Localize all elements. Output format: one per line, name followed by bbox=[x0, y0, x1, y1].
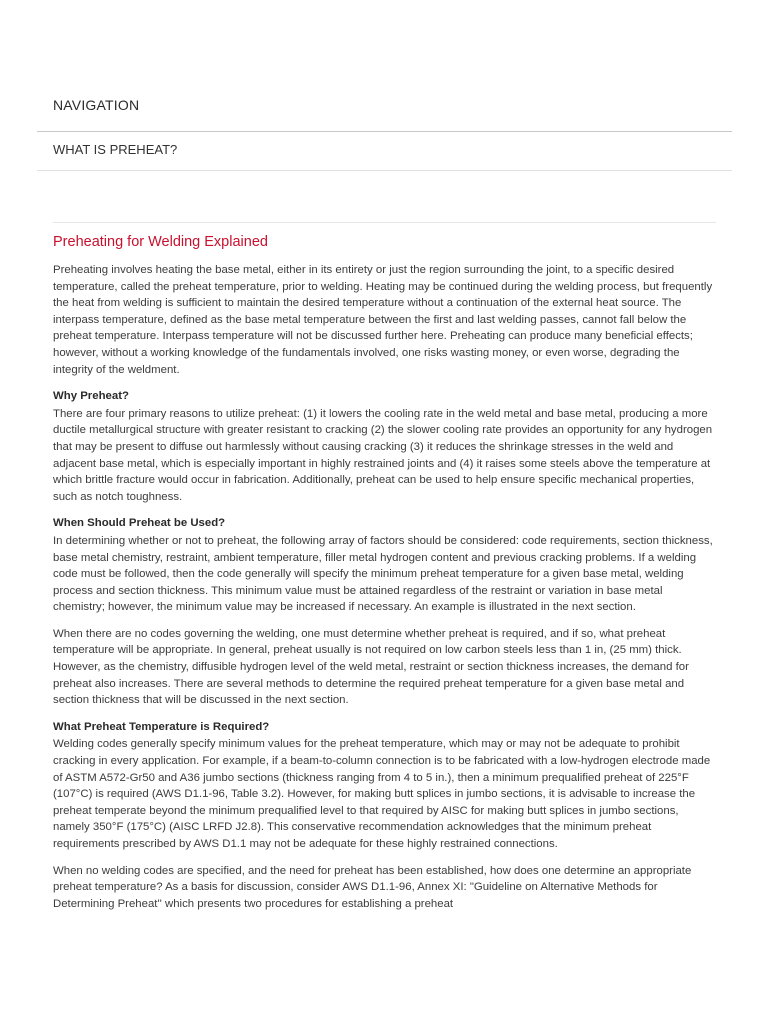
when-preheat-heading: When Should Preheat be Used? bbox=[53, 517, 226, 530]
temperature-heading: What Preheat Temperature is Required? bbox=[53, 720, 270, 733]
why-preheat-text: There are four primary reasons to utilize preheat: (1) it lowers the cooling rate in the weld metal and base metal, producing a more ductile metallurgical structure with greater resistant to cracking (2) the slower cooling rate provides an opportunity for any hydrogen that may be present to diffuse out harmlessly without causing cracking (3) it reduces the shrinkage stresses in the weld and adjacent base metal, which is especially important in highly restrained joints and (4) it raises some steels above the temperature at which brittle fracture would occur in fabrication. Additionally, preheat can be used to help ensure specific mechanical properties, such as notch toughness. bbox=[53, 407, 713, 503]
navigation-divider-bottom bbox=[37, 170, 732, 171]
navigation-divider bbox=[37, 131, 732, 132]
intro-paragraph: Preheating involves heating the base metal, either in its entirety or just the region surrounding the joint, to a specific desired temperature, called the preheat temperature, prior to welding. Heating may be continued during the welding process, but frequently the heat from welding is sufficient to maintain the desired temperature without a continuation of the external heat source. The interpass temperature, defined as the base metal temperature between the first and last welding passes, cannot fall below the preheat temperature. Interpass temperature will not be discussed further here. Preheating can produce many beneficial effects; however, without a working knowledge of the fundamentals involved, one risks wasting money, or even worse, degrading the integrity of the weldment. bbox=[53, 264, 713, 376]
article-divider bbox=[53, 222, 716, 223]
no-welding-code-paragraph: When no welding codes are specified, and the need for preheat has been established, how does one determine an appropriate preheat temperature? As a basis for discussion, consider AWS D1.1-96, Annex XI: "Guideline on Alternative Methods for Determining Preheat'' which presents two procedures for establishing a preheat bbox=[53, 864, 692, 910]
navigation-heading: NAVIGATION bbox=[53, 97, 140, 113]
when-preheat-section bbox=[53, 515, 715, 616]
no-code-paragraph: When there are no codes governing the welding, one must determine whether preheat is required, and if so, what preheat temperature will be appropriate. In general, preheat usually is not required on low carbon steels less than 1 in, (25 mm) thick. However, as the chemistry, diffusible hydrogen level of the weld metal, restraint or section thickness increases, the demand for preheat also increases. There are several methods to determine the required preheat temperature for a given base metal and section thickness that will be discussed in the next section. bbox=[53, 627, 689, 707]
why-preheat-section bbox=[53, 388, 715, 505]
nav-link-what-is-preheat[interactable]: WHAT IS PREHEAT? bbox=[53, 142, 178, 157]
article-title: Preheating for Welding Explained bbox=[53, 234, 268, 250]
article-body bbox=[53, 234, 715, 922]
why-preheat-heading: Why Preheat? bbox=[53, 390, 129, 403]
when-preheat-text: In determining whether or not to preheat, the following array of factors should be considered: code requirements, section thickness, base metal chemistry, restraint, ambient temperature, filler metal hydrogen content and previous cracking problems. If a welding code must be followed, then the code generally will specify the minimum preheat temperature for a given base metal, welding process and section thickness. This minimum value must be attained regardless of the restraint or variation in base metal chemistry; however, the minimum value may be increased if necessary. An example is illustrated in the next section. bbox=[53, 534, 713, 614]
temperature-text: Welding codes generally specify minimum values for the preheat temperature, which may or may not be adequate to prohibit cracking in every application. For example, if a beam-to-column connection is to be fabricated with a low-hydrogen electrode made of ASTM A572-Gr50 and A36 jumbo sections (thickness ranging from 4 to 5 in.), then a minimum prequalified preheat of 225°F (107°C) is required (AWS D1.1-96, Table 3.2). However, for making butt splices in jumbo sections, it is advisable to increase the preheat temperate beyond the minimum prequalified level to that required by AISC for making butt splices in jumbo sections, namely 350°F (175°C) (AISC LRFD J2.8). This conservative recommendation acknowledges that the minimum preheat requirements prescribed by AWS D1.1 may not be adequate for these highly restrained connections. bbox=[53, 738, 711, 850]
temperature-section bbox=[53, 719, 715, 853]
